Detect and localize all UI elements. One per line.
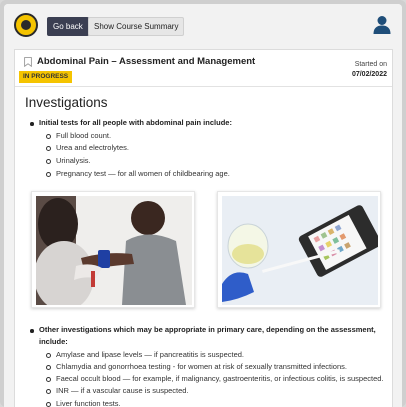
urinalysis-photo (217, 191, 381, 308)
started-date: 07/02/2022 (351, 71, 387, 78)
status-badge: IN PROGRESS (19, 71, 72, 83)
started-label: Started on (354, 61, 387, 68)
list-item: Full blood count. (29, 130, 389, 143)
blood-test-photo (31, 191, 195, 308)
list-item: Chlamydia and gonorrhoea testing - for women at risk of sexually transmitted infections. (29, 361, 391, 373)
list-item: Liver function tests. (29, 398, 391, 407)
list-item: Pregnancy test — for all women of childbearing age. (29, 168, 389, 181)
user-icon[interactable] (373, 15, 391, 35)
list-item: Amylase and lipase levels — if pancreatitis is suspected. (29, 349, 391, 361)
course-card (14, 49, 393, 407)
other-tests-list (29, 324, 391, 407)
other-tests-lead-line1: Other investigations which may be appropriate in primary care, depending on the assessment, (39, 325, 376, 334)
app-window (4, 4, 402, 407)
other-tests-lead (29, 324, 391, 349)
logo-icon[interactable] (14, 13, 38, 37)
section-title: Investigations (25, 95, 108, 110)
bookmark-icon[interactable] (24, 57, 32, 67)
blood-test-illustration (36, 196, 192, 305)
initial-tests-list (29, 117, 389, 181)
list-item: Faecal occult blood — for example, if malignancy, gastroenteritis, or infectious colitis, is suspected. (29, 373, 391, 385)
top-bar (4, 4, 402, 46)
go-back-button[interactable]: Go back (47, 17, 89, 36)
list-item: INR — if a vascular cause is suspected. (29, 385, 391, 397)
list-item: Urea and electrolytes. (29, 142, 389, 155)
course-header (15, 50, 392, 87)
urinalysis-illustration (222, 196, 378, 305)
course-title: Abdominal Pain – Assessment and Management (37, 56, 256, 67)
initial-tests-lead: Initial tests for all people with abdominal pain include: (29, 117, 389, 130)
show-course-summary-button[interactable]: Show Course Summary (88, 17, 184, 36)
other-tests-lead-line2: include: (39, 337, 68, 347)
list-item: Urinalysis. (29, 155, 389, 168)
